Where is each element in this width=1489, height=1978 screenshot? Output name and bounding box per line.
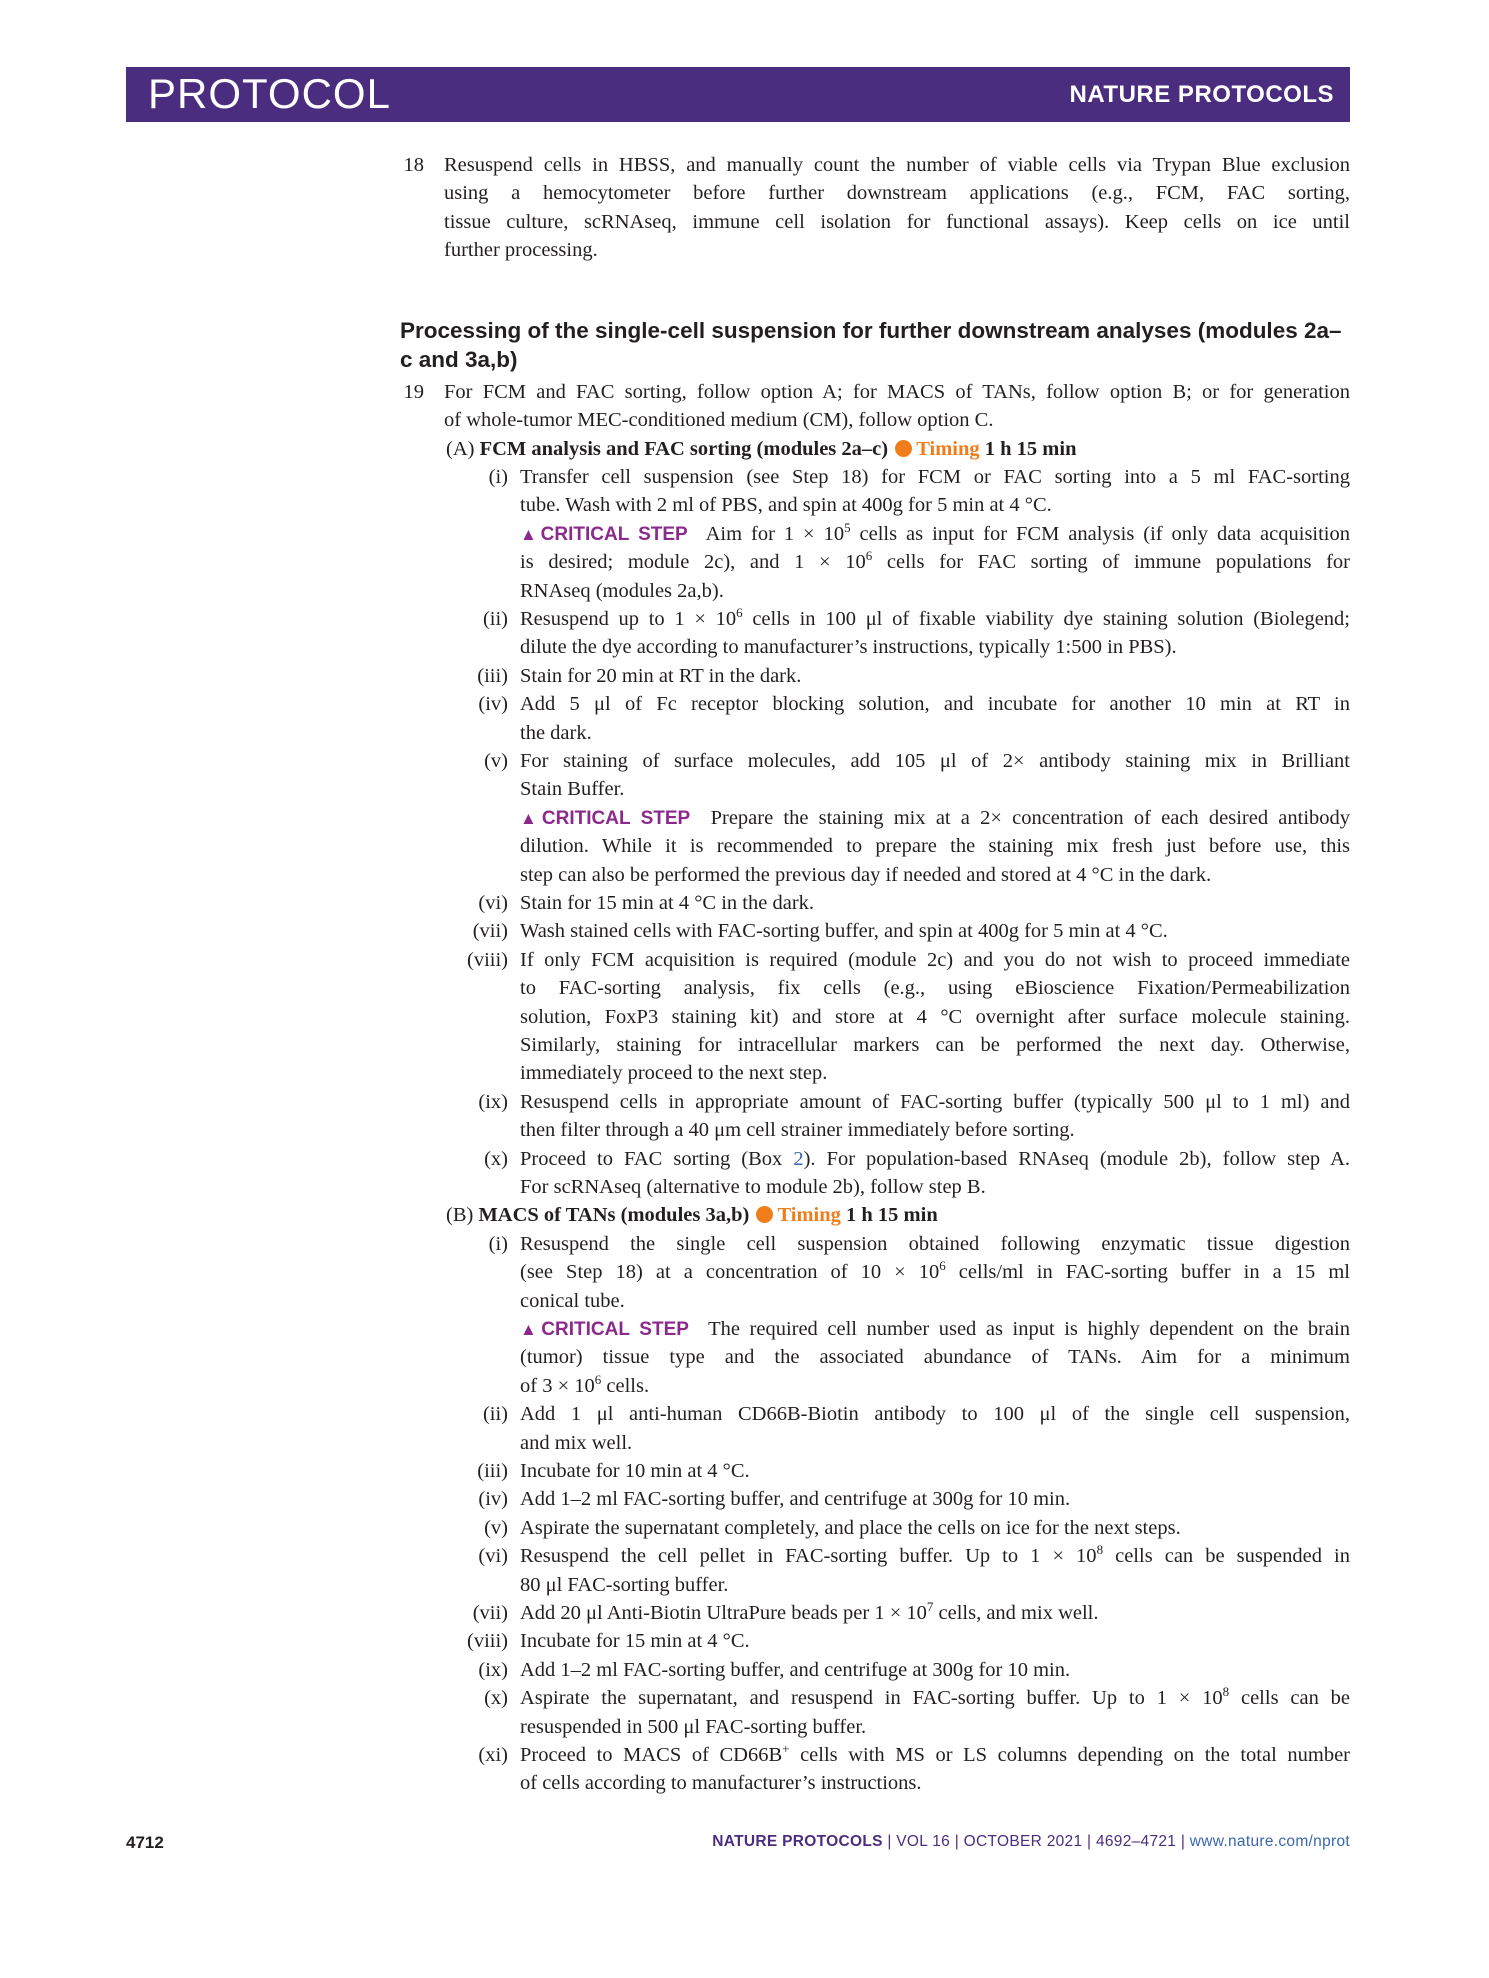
substep-text: Resuspend the cell pellet in FAC-sorting buffer. Up to $1 \times 10^8$ cells can be suspended in <box>520 1542 1350 1567</box>
substep-text: of cells according to manufacturer’s instructions. <box>520 1772 922 1794</box>
substep-number: (x) <box>484 1148 508 1170</box>
triangle-warning-icon: ▲ <box>520 1320 542 1339</box>
step-text: of whole-tumor MEC-conditioned medium (CM), follow option C. <box>444 409 994 431</box>
step-number: 18 <box>403 154 424 176</box>
substep-number: (viii) <box>467 1630 508 1652</box>
substep-text: the dark. <box>520 722 592 744</box>
timing-label: Timing <box>777 1204 841 1226</box>
triangle-warning-icon: ▲ <box>520 525 541 544</box>
substep-text: 80 μl FAC-sorting buffer. <box>520 1574 729 1596</box>
option-title: FCM analysis and FAC sorting (modules 2a–c) <box>479 438 889 460</box>
substep-text: Aspirate the supernatant completely, and place the cells on ice for the next steps. <box>520 1517 1181 1539</box>
substep-number: (v) <box>484 1517 508 1539</box>
substep-text: Add 1–2 ml FAC-sorting buffer, and centrifuge at 300g for 10 min. <box>520 1659 1071 1681</box>
option-label: (B) <box>446 1204 474 1226</box>
step-text: For FCM and FAC sorting, follow option A; for MACS of TANs, follow option B; or for generation <box>444 381 1350 403</box>
critical-step-text: of $3 \times 10^6$ cells. <box>520 1372 650 1397</box>
substep-number: (i) <box>488 466 508 488</box>
timing-duration: 1 h 15 min <box>846 1204 938 1226</box>
timing-dot-icon <box>895 440 912 457</box>
substep-text: Add 5 μl of Fc receptor blocking solution, and incubate for another 10 min at RT in <box>520 693 1350 715</box>
substep-number: (iv) <box>478 693 508 715</box>
substep-number: (v) <box>484 750 508 772</box>
substep-text: Aspirate the supernatant, and resuspend in FAC-sorting buffer. Up to $1 \times 10^8$ cells can be <box>520 1684 1350 1709</box>
substep-text: (see Step 18) at a concentration of $10 \times 10^6$ cells/ml in FAC-sorting buffer in a 15 ml <box>520 1258 1350 1283</box>
substep-number: (vi) <box>478 1545 508 1567</box>
substep-number: (ix) <box>478 1659 508 1681</box>
substep-text: For staining of surface molecules, add 105 μl of 2× antibody staining mix in Brilliant <box>520 750 1350 772</box>
step-text: Resuspend cells in HBSS, and manually count the number of viable cells via Trypan Blue exclusion <box>444 154 1350 176</box>
substep-text: Add 20 μl Anti-Biotin UltraPure beads per $1 \times 10^7$ cells, and mix well. <box>520 1599 1099 1624</box>
substep-text: then filter through a 40 μm cell strainer immediately before sorting. <box>520 1119 1075 1141</box>
footer-date: OCTOBER 2021 <box>963 1833 1083 1850</box>
substep-number: (vi) <box>478 892 508 914</box>
substep-text: to FAC-sorting analysis, fix cells (e.g., using eBioscience Fixation/Permeabilization <box>520 977 1350 999</box>
substep-text: Add 1–2 ml FAC-sorting buffer, and centrifuge at 300g for 10 min. <box>520 1488 1071 1510</box>
critical-step: ▲CRITICAL STEP Prepare the staining mix at a 2× concentration of each desired antibody <box>520 807 1351 829</box>
substep-text: dilute the dye according to manufacturer’s instructions, typically 1:500 in PBS). <box>520 636 1177 658</box>
substep-text: Proceed to FAC sorting (Box 2). For population-based RNAseq (module 2b), follow step A. <box>520 1148 1350 1170</box>
journal-name: NATURE PROTOCOLS <box>1069 81 1334 108</box>
step-number: 19 <box>403 381 424 403</box>
header-bar <box>126 67 1350 122</box>
timing-dot-icon <box>756 1206 773 1223</box>
substep-text: tube. Wash with 2 ml of PBS, and spin at 400g for 5 min at 4 °C. <box>520 494 1052 516</box>
substep-text: Resuspend the single cell suspension obtained following enzymatic tissue digestion <box>520 1233 1350 1255</box>
step-text: using a hemocytometer before further downstream applications (e.g., FCM, FAC sorting, <box>444 182 1350 204</box>
substep-number: (i) <box>488 1233 508 1255</box>
option-a-heading <box>446 435 1350 464</box>
footer-volume: VOL 16 <box>896 1833 951 1850</box>
footer-url-link[interactable]: www.nature.com/nprot <box>1189 1833 1350 1850</box>
substep-text: Stain Buffer. <box>520 778 625 800</box>
substep-text: Incubate for 15 min at 4 °C. <box>520 1630 750 1652</box>
substep-text: Stain for 15 min at 4 °C in the dark. <box>520 892 815 914</box>
option-b-heading <box>446 1201 1350 1230</box>
box-link[interactable]: 2 <box>793 1148 804 1170</box>
section-heading: Processing of the single-cell suspension for further downstream analyses (modules 2a–c and 3a,b) <box>400 318 1342 372</box>
substep-number: (x) <box>484 1687 508 1709</box>
substep-text: Stain for 20 min at RT in the dark. <box>520 665 802 687</box>
critical-step-text: (tumor) tissue type and the associated abundance of TANs. Aim for a minimum <box>520 1346 1350 1368</box>
option-label: (A) <box>446 438 475 460</box>
substep-text: solution, FoxP3 staining kit) and store at 4 °C overnight after surface molecule staining. <box>520 1006 1350 1028</box>
substep-text: Incubate for 10 min at 4 °C. <box>520 1460 750 1482</box>
triangle-warning-icon: ▲ <box>520 809 542 828</box>
substep-number: (viii) <box>467 949 508 971</box>
footer-journal: NATURE PROTOCOLS <box>712 1833 883 1850</box>
substep-text: Resuspend cells in appropriate amount of FAC-sorting buffer (typically 500 μl to 1 ml) and <box>520 1091 1350 1113</box>
step-text: further processing. <box>444 239 598 261</box>
footer-pages: 4692–4721 <box>1095 1833 1177 1850</box>
substep-text: and mix well. <box>520 1432 633 1454</box>
footer-citation: NATURE PROTOCOLS | VOL 16 | OCTOBER 2021 | 4692–4721 | www.nature.com/nprot <box>712 1833 1350 1850</box>
substep-number: (xi) <box>478 1744 508 1766</box>
substep-text: immediately proceed to the next step. <box>520 1062 828 1084</box>
critical-step-text: is desired; module 2c), and $1 \times 10^6$ cells for FAC sorting of immune populations for <box>520 548 1350 573</box>
substep-number: (iii) <box>477 1460 508 1482</box>
substep-number: (vii) <box>472 920 508 942</box>
substep-number: (vii) <box>472 1602 508 1624</box>
substep-number: (ii) <box>482 608 508 630</box>
substep-text: If only FCM acquisition is required (module 2c) and you do not wish to proceed immediate <box>520 949 1350 971</box>
substep-number: (iii) <box>477 665 508 687</box>
substep-text: Add 1 μl anti-human CD66B-Biotin antibody to 100 μl of the single cell suspension, <box>520 1403 1350 1425</box>
page-number: 4712 <box>126 1833 164 1852</box>
option-title: MACS of TANs (modules 3a,b) <box>478 1204 750 1226</box>
critical-step: ▲CRITICAL STEP Aim for $1 \times 10^5$ cells as input for FCM analysis (if only data acquisition <box>520 520 1351 545</box>
substep-text: For scRNAseq (alternative to module 2b), follow step B. <box>520 1176 986 1198</box>
substep-text: Similarly, staining for intracellular markers can be performed the next day. Otherwise, <box>520 1034 1350 1056</box>
timing-duration: 1 h 15 min <box>984 438 1077 460</box>
substep-number: (ix) <box>478 1091 508 1113</box>
section-title: PROTOCOL <box>148 70 391 117</box>
timing-label: Timing <box>916 438 980 460</box>
critical-step-text: RNAseq (modules 2a,b). <box>520 580 724 602</box>
step-text: tissue culture, scRNAseq, immune cell isolation for functional assays). Keep cells on ice until <box>444 211 1350 233</box>
substep-text: Transfer cell suspension (see Step 18) for FCM or FAC sorting into a 5 ml FAC-sorting <box>520 466 1350 488</box>
substep-text: resuspended in 500 μl FAC-sorting buffer. <box>520 1716 867 1738</box>
substep-number: (ii) <box>482 1403 508 1425</box>
substep-text: Proceed to MACS of CD66B+ cells with MS or LS columns depending on the total number <box>520 1741 1350 1766</box>
critical-step-text: dilution. While it is recommended to prepare the staining mix fresh just before use, this <box>520 835 1350 857</box>
substep-text: Resuspend up to $1 \times 10^6$ cells in 100 μl of fixable viability dye staining solution (Biolegend; <box>520 605 1350 630</box>
substep-text: conical tube. <box>520 1290 625 1312</box>
critical-step: ▲CRITICAL STEP The required cell number used as input is highly dependent on the brain <box>520 1318 1351 1340</box>
critical-step-text: step can also be performed the previous day if needed and stored at 4 °C in the dark. <box>520 864 1212 886</box>
substep-text: Wash stained cells with FAC-sorting buffer, and spin at 400g for 5 min at 4 °C. <box>520 920 1168 942</box>
substep-number: (iv) <box>478 1488 508 1510</box>
